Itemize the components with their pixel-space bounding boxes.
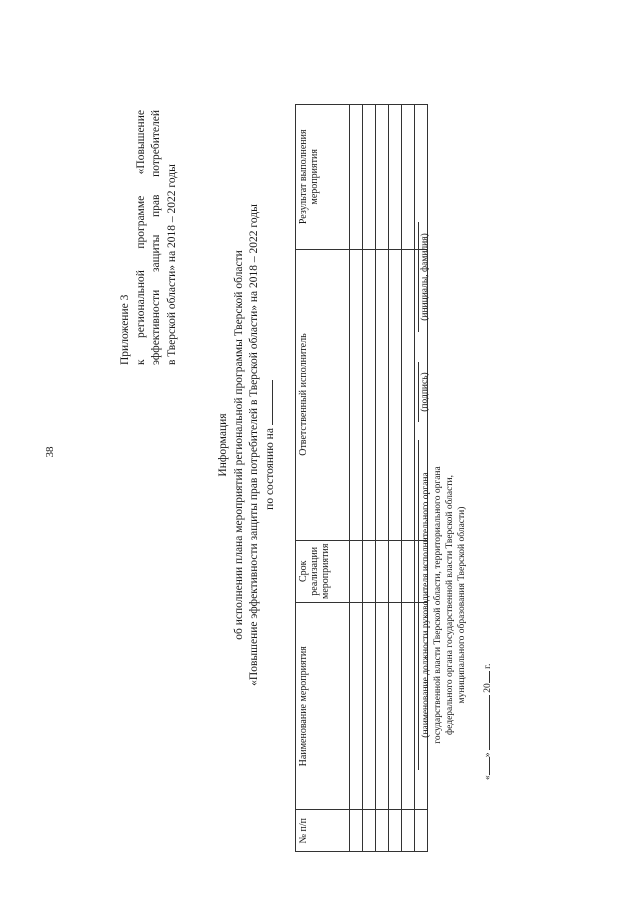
as-of-blank — [272, 380, 273, 425]
org-caption: (наименование должности руководителя исполнительного органа государственной власти Тверской области, территориального органа федерального органа государственной власти Тверской области, муниципального образования Тверской области) — [418, 440, 468, 770]
table-cell — [402, 602, 415, 809]
table-cell — [376, 105, 389, 250]
initials-caption: (инициалы, фамилия) — [418, 222, 430, 332]
col-header-executor: Ответственный исполнитель — [296, 249, 350, 540]
month-blank — [489, 695, 490, 750]
table-cell — [350, 602, 363, 809]
table-row — [376, 105, 389, 852]
col-header-deadline: Срок реализации мероприятия — [296, 540, 350, 602]
table-cell — [389, 602, 402, 809]
table-cell — [350, 105, 363, 250]
table-cell — [350, 249, 363, 540]
appendix-line-3 — [149, 110, 165, 365]
appendix-word: к — [134, 359, 147, 365]
table-body — [350, 105, 428, 852]
table-cell — [402, 540, 415, 602]
table-cell — [402, 105, 415, 250]
year-blank — [489, 671, 490, 683]
appendix-line-4: в Тверской области» на 2018 – 2022 годы — [165, 164, 178, 365]
table-row — [363, 105, 376, 852]
appendix-line-2 — [134, 110, 150, 365]
appendix-line-1: Приложение 3 — [119, 294, 131, 365]
table-cell — [402, 249, 415, 540]
appendix-word: региональной — [134, 270, 147, 338]
day-blank — [489, 757, 490, 775]
table-cell — [389, 249, 402, 540]
info-line-2: «Повышение эффективности защиты прав потребителей в Тверской области» на 2018 – 2022 годы — [248, 204, 260, 686]
appendix-word: прав — [150, 194, 162, 217]
table-cell — [389, 105, 402, 250]
date-line — [483, 664, 493, 780]
table-row — [389, 105, 402, 852]
table-header-row — [296, 105, 350, 852]
date-open-quote: « — [483, 775, 493, 780]
appendix-word: защиты — [150, 234, 162, 273]
as-of-line — [263, 125, 279, 765]
as-of-label: по состоянию на — [263, 428, 276, 510]
table-cell — [363, 540, 376, 602]
col-header-number: № п/п — [296, 810, 350, 852]
info-title: Информация — [217, 413, 229, 477]
date-close-quote: » — [483, 752, 493, 758]
page-number: 38 — [44, 446, 56, 458]
appendix-word: «Повышение — [134, 110, 147, 175]
col-header-result: Результат выполнения мероприятия — [296, 105, 350, 250]
table-cell — [415, 810, 428, 852]
table-cell — [363, 249, 376, 540]
appendix-word: потребителей — [150, 110, 162, 177]
table-cell — [376, 810, 389, 852]
info-heading — [216, 125, 278, 765]
table-cell — [376, 540, 389, 602]
table-row — [350, 105, 363, 852]
table-cell — [363, 105, 376, 250]
table-cell — [376, 602, 389, 809]
table-cell — [363, 602, 376, 809]
report-table — [295, 104, 428, 852]
table-cell — [376, 249, 389, 540]
year-prefix: 20 — [483, 683, 493, 693]
table-cell — [389, 540, 402, 602]
signature-caption: (подпись) — [418, 362, 430, 422]
col-header-event-name: Наименование мероприятия — [296, 602, 350, 809]
appendix-heading — [118, 110, 180, 365]
table-cell — [363, 810, 376, 852]
year-suffix: г. — [483, 663, 493, 669]
document-sheet — [100, 45, 500, 855]
table-cell — [389, 810, 402, 852]
appendix-word: программе — [134, 195, 147, 249]
table-cell — [402, 810, 415, 852]
table-cell — [350, 810, 363, 852]
appendix-word: эффективности — [150, 289, 162, 365]
table-cell — [350, 540, 363, 602]
info-line-1: об исполнении плана мероприятий региональной программы Тверской области — [232, 250, 245, 640]
table-row — [402, 105, 415, 852]
